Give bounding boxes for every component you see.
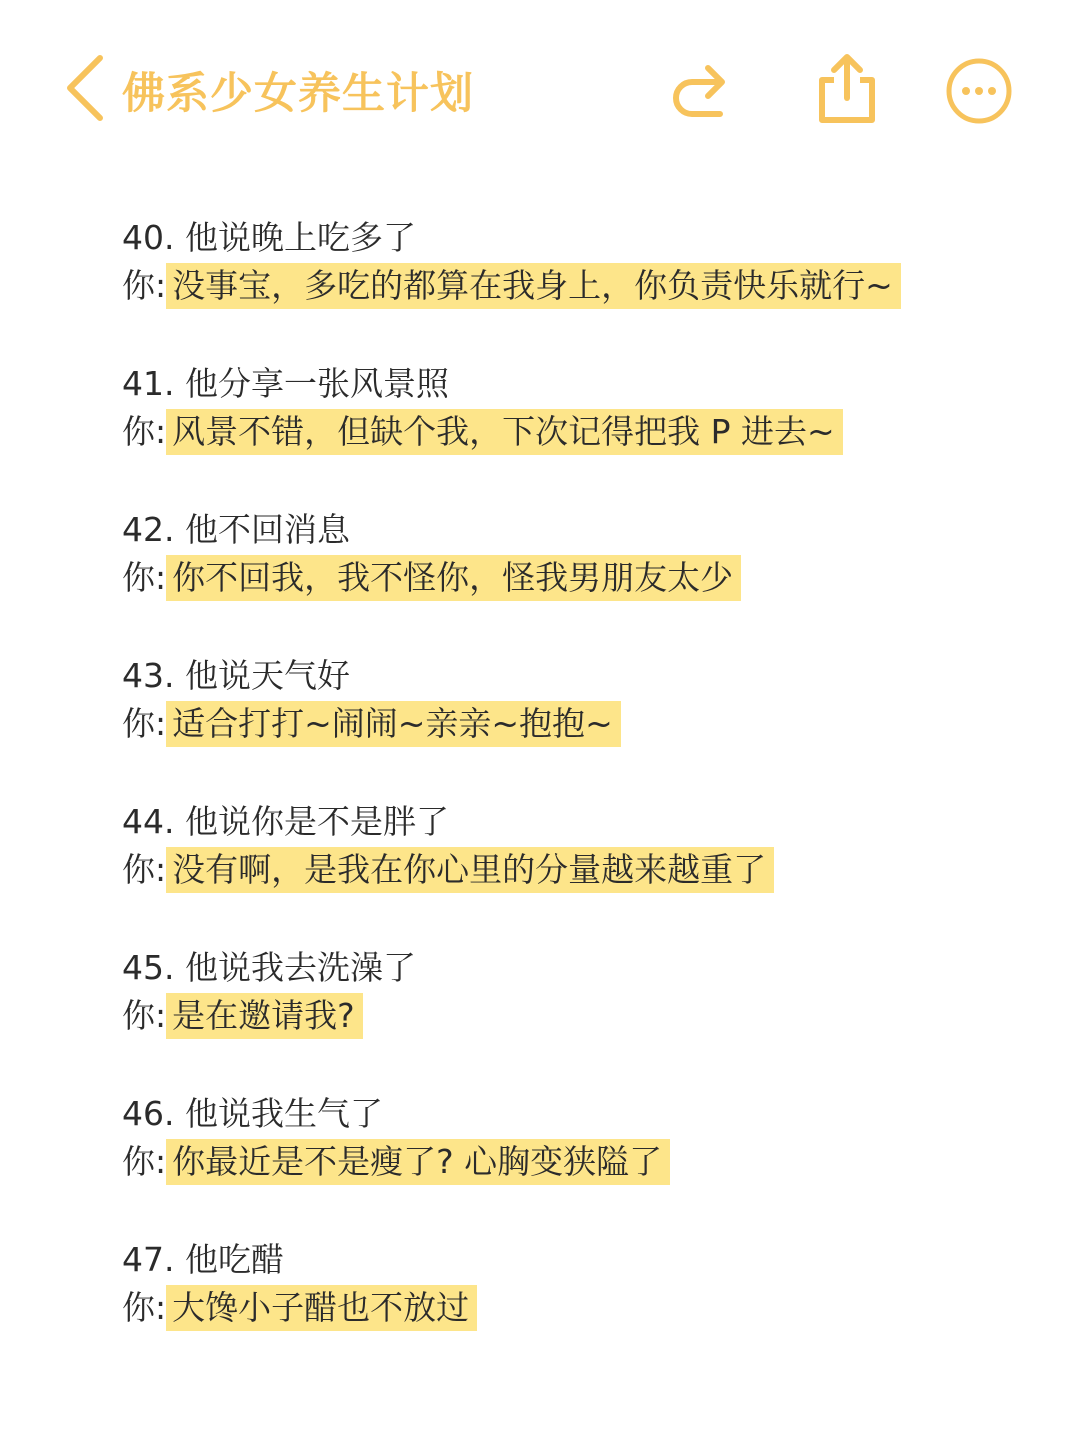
answer-line <box>122 700 1022 748</box>
answer-prefix: 你: <box>122 1142 167 1181</box>
note-body[interactable] <box>122 214 1022 1382</box>
answer-prefix: 你: <box>122 850 167 889</box>
answer-line <box>122 554 1022 602</box>
answer-line <box>122 408 1022 456</box>
answer-line <box>122 992 1022 1040</box>
answer-highlight: 大馋小子醋也不放过 <box>166 1285 477 1331</box>
list-item <box>122 214 1022 360</box>
share-icon[interactable] <box>812 50 882 126</box>
note-title: 佛系少女养生计划 <box>122 69 474 119</box>
question-text: 47. 他吃醋 <box>122 1240 284 1279</box>
list-item <box>122 652 1022 798</box>
list-item <box>122 360 1022 506</box>
list-item <box>122 1090 1022 1236</box>
redo-icon[interactable] <box>668 56 734 122</box>
chevron-left-icon[interactable] <box>60 52 110 124</box>
question-text: 43. 他说天气好 <box>122 656 350 695</box>
question-text: 45. 他说我去洗澡了 <box>122 948 416 987</box>
question-text: 40. 他说晚上吃多了 <box>122 218 416 257</box>
list-item <box>122 506 1022 652</box>
note-toolbar <box>0 0 1080 180</box>
answer-prefix: 你: <box>122 558 167 597</box>
answer-line <box>122 1138 1022 1186</box>
question-text: 46. 他说我生气了 <box>122 1094 383 1133</box>
answer-prefix: 你: <box>122 996 167 1035</box>
answer-highlight: 你最近是不是瘦了? 心胸变狭隘了 <box>166 1139 670 1185</box>
answer-prefix: 你: <box>122 704 167 743</box>
answer-prefix: 你: <box>122 266 167 305</box>
question-text: 44. 他说你是不是胖了 <box>122 802 449 841</box>
answer-highlight: 适合打打~闹闹~亲亲~抱抱~ <box>166 701 621 747</box>
list-item <box>122 798 1022 944</box>
question-text: 42. 他不回消息 <box>122 510 350 549</box>
list-item <box>122 1236 1022 1382</box>
answer-highlight: 没事宝，多吃的都算在我身上，你负责快乐就行~ <box>166 263 901 309</box>
answer-highlight: 是在邀请我? <box>166 993 363 1039</box>
question-text: 41. 他分享一张风景照 <box>122 364 449 403</box>
answer-highlight: 你不回我，我不怪你，怪我男朋友太少 <box>166 555 741 601</box>
answer-prefix: 你: <box>122 1288 167 1327</box>
answer-highlight: 没有啊，是我在你心里的分量越来越重了 <box>166 847 774 893</box>
list-item <box>122 944 1022 1090</box>
answer-prefix: 你: <box>122 412 167 451</box>
answer-line <box>122 262 1022 310</box>
answer-line <box>122 1284 1022 1332</box>
answer-highlight: 风景不错，但缺个我，下次记得把我 P 进去~ <box>166 409 843 455</box>
answer-line <box>122 846 1022 894</box>
more-icon[interactable] <box>944 56 1014 126</box>
